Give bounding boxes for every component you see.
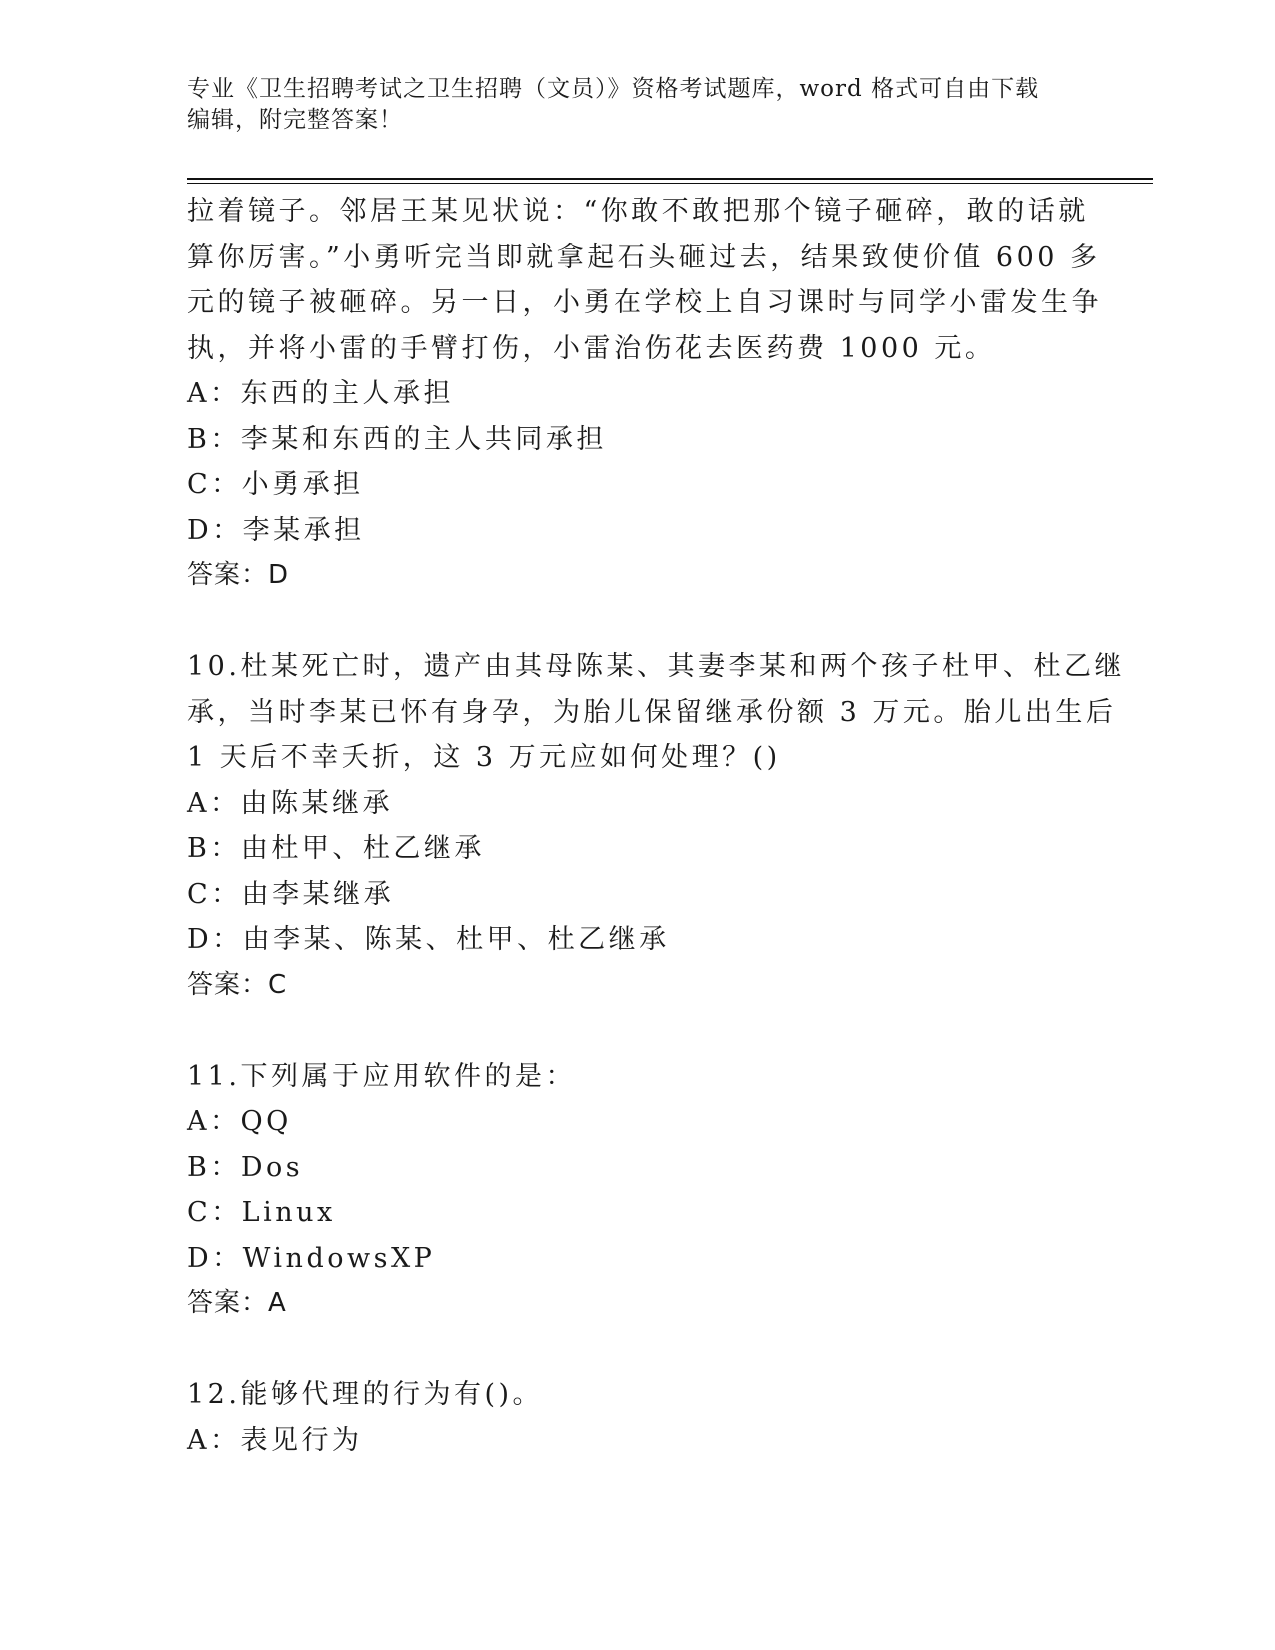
option-a: A：东西的主人承担	[187, 378, 454, 409]
question-text-line: 承，当时李某已怀有身孕，为胎儿保留继承份额 3 万元。胎儿出生后	[187, 696, 1117, 728]
answer-label: 答案：C	[187, 969, 288, 1000]
document-header	[187, 74, 1077, 136]
option-c: C：小勇承担	[187, 469, 364, 500]
option-d: D：李某承担	[187, 514, 365, 546]
question-text-line: 拉着镜子。邻居王某见状说：“你敢不敢把那个镜子砸碎，敢的话就	[187, 196, 1089, 227]
answer-label: 答案：A	[187, 1288, 287, 1318]
question-text-line: 12.能够代理的行为有()。	[187, 1379, 544, 1410]
option-b: B：李某和东西的主人共同承担	[187, 423, 607, 455]
question-text-line: 算你厉害。”小勇听完当即就拿起石头砸过去，结果致使价值 600 多	[187, 241, 1101, 273]
question-9	[187, 189, 1102, 599]
header-line-1: 专业《卫生招聘考试之卫生招聘（文员）》资格考试题库，word 格式可自由下载	[187, 76, 1040, 102]
answer-label: 答案：D	[187, 560, 290, 590]
option-c: C：Linux	[187, 1197, 336, 1228]
option-b: B：Dos	[187, 1151, 304, 1183]
header-line-2: 编辑，附完整答案！	[187, 107, 403, 133]
option-b: B：由杜甲、杜乙继承	[187, 833, 485, 864]
question-11	[187, 1054, 1087, 1327]
header-divider-thin	[187, 183, 1153, 184]
question-text-line: 执，并将小雷的手臂打伤，小雷治伤花去医药费 1000 元。	[187, 332, 996, 364]
spacer	[187, 1008, 1087, 1054]
question-text-line: 元的镜子被砸碎。另一日，小勇在学校上自习课时与同学小雷发生争	[187, 287, 1102, 318]
question-text-line: 11.下列属于应用软件的是：	[187, 1060, 576, 1092]
option-c: C：由李某继承	[187, 878, 395, 910]
option-a: A：由陈某继承	[187, 787, 393, 819]
question-text-line: 10.杜某死亡时，遗产由其母陈某、其妻李某和两个孩子杜甲、杜乙继	[187, 651, 1125, 682]
header-divider-thick	[187, 178, 1153, 180]
option-d: D：WindowsXP	[187, 1242, 436, 1274]
spacer	[187, 599, 1087, 645]
option-a: A：QQ	[187, 1106, 292, 1137]
option-a: A：表见行为	[187, 1424, 363, 1456]
spacer	[187, 1327, 1087, 1373]
question-10	[187, 644, 1125, 1008]
question-12	[187, 1372, 1087, 1463]
option-d: D：由李某、陈某、杜甲、杜乙继承	[187, 924, 670, 955]
question-text-line: 1 天后不幸夭折，这 3 万元应如何处理？()	[187, 742, 781, 773]
document-body	[187, 189, 1125, 1463]
